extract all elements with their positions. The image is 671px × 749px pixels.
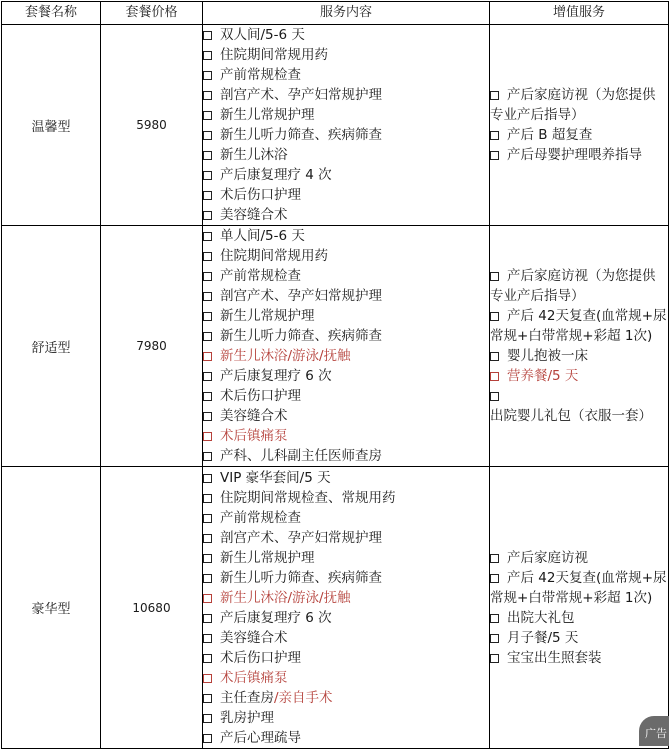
service-item-text: 主任查房	[220, 689, 274, 706]
value-added-item	[490, 608, 668, 628]
value-added-item	[490, 548, 668, 568]
checkbox-icon	[203, 71, 212, 80]
value-added-item-text: 产后家庭访视（为您提供专业产后指导）	[490, 87, 656, 123]
checkbox-icon	[490, 91, 499, 100]
service-item-text: 新生儿沐浴	[220, 147, 288, 163]
value-added-item	[490, 266, 668, 306]
checkbox-icon	[203, 91, 212, 100]
checkbox-icon	[203, 494, 212, 503]
value-added-item	[490, 125, 668, 145]
value-added-item-text: 产后 42天复查(血常规+尿常规+白带常规+彩超 1次)	[490, 308, 667, 344]
package-row	[2, 25, 669, 226]
service-item-text: 新生儿听力筛查、疾病筛查	[220, 569, 382, 586]
service-item-text: 乳房护理	[220, 709, 274, 726]
checkbox-icon	[203, 332, 212, 341]
service-item	[203, 226, 489, 246]
checkbox-icon	[203, 232, 212, 241]
checkbox-icon	[203, 211, 212, 220]
checkbox-icon	[203, 574, 212, 583]
service-item	[203, 346, 489, 366]
header-name: 套餐名称	[2, 2, 101, 25]
service-item-text: 住院期间常规检查、常规用药	[220, 489, 396, 506]
service-item-text: 产前常规检查	[220, 268, 301, 284]
service-item-text: 美容缝合术	[220, 408, 288, 424]
value-added-item	[490, 386, 668, 426]
checkbox-icon	[203, 372, 212, 381]
service-item-text: 住院期间常规用药	[220, 248, 328, 264]
service-item	[203, 45, 489, 65]
value-added-item-text: 宝宝出生照套装	[507, 649, 602, 666]
checkbox-icon	[490, 654, 499, 663]
value-added-item	[490, 628, 668, 648]
value-added-cell	[490, 25, 669, 226]
package-row	[2, 467, 669, 749]
service-item-text: 美容缝合术	[220, 207, 288, 223]
checkbox-icon	[490, 272, 499, 281]
checkbox-icon	[490, 554, 499, 563]
service-item-text: 新生儿听力筛查、疾病筛查	[220, 127, 382, 143]
service-item-text: 新生儿常规护理	[220, 107, 315, 123]
checkbox-icon	[203, 734, 212, 743]
package-name: 温馨型	[2, 25, 101, 226]
service-item-highlight-text: /亲自手术	[274, 689, 333, 706]
service-item	[203, 366, 489, 386]
checkbox-icon	[490, 312, 499, 321]
checkbox-icon	[203, 452, 212, 461]
service-item-text: 新生儿沐浴/游泳/抚触	[220, 589, 351, 606]
service-item	[203, 205, 489, 225]
checkbox-icon	[490, 634, 499, 643]
checkbox-icon	[490, 352, 499, 361]
checkbox-icon	[203, 352, 212, 361]
value-added-item-text: 营养餐/5 天	[507, 368, 579, 384]
checkbox-icon	[203, 392, 212, 401]
service-item	[203, 406, 489, 426]
package-name: 豪华型	[2, 467, 101, 749]
service-item	[203, 125, 489, 145]
service-item	[203, 708, 489, 728]
checkbox-icon	[203, 412, 212, 421]
ad-badge[interactable]: 广告	[639, 716, 669, 746]
service-item	[203, 386, 489, 406]
value-added-item-text: 产后家庭访视	[507, 549, 588, 566]
services-cell	[203, 226, 490, 467]
service-item	[203, 65, 489, 85]
checkbox-icon	[203, 272, 212, 281]
service-item-text: 新生儿常规护理	[220, 308, 315, 324]
service-item-text: 剖宫产术、孕产妇常规护理	[220, 87, 382, 103]
checkbox-icon	[490, 392, 499, 401]
checkbox-icon	[203, 151, 212, 160]
service-item	[203, 688, 489, 708]
checkbox-icon	[490, 372, 499, 381]
services-list	[203, 25, 489, 225]
checkbox-icon	[203, 111, 212, 120]
service-item-text: 术后伤口护理	[220, 187, 301, 203]
value-added-item-text: 月子餐/5 天	[507, 629, 579, 646]
package-price: 5980	[101, 25, 203, 226]
service-item-text: 产后心理疏导	[220, 729, 301, 746]
value-added-list	[490, 548, 668, 668]
service-item	[203, 488, 489, 508]
service-item	[203, 648, 489, 668]
checkbox-icon	[203, 594, 212, 603]
value-added-item	[490, 306, 668, 346]
checkbox-icon	[203, 292, 212, 301]
service-item	[203, 246, 489, 266]
value-added-item-text: 产后 B 超复查	[507, 127, 593, 143]
checkbox-icon	[203, 534, 212, 543]
checkbox-icon	[203, 634, 212, 643]
value-added-item-text: 产后家庭访视（为您提供专业产后指导）	[490, 268, 656, 304]
value-added-list	[490, 85, 668, 165]
service-item-text: 术后伤口护理	[220, 388, 301, 404]
value-added-item	[490, 568, 668, 608]
checkbox-icon	[203, 674, 212, 683]
package-row	[2, 226, 669, 467]
checkbox-icon	[490, 151, 499, 160]
checkbox-icon	[490, 131, 499, 140]
value-added-item	[490, 648, 668, 668]
service-item-text: 术后伤口护理	[220, 649, 301, 666]
value-added-item	[490, 145, 668, 165]
service-item	[203, 628, 489, 648]
checkbox-icon	[203, 614, 212, 623]
service-item-text: 住院期间常规用药	[220, 47, 328, 63]
value-added-item	[490, 85, 668, 125]
value-added-item-text: 产后 42天复查(血常规+尿常规+白带常规+彩超 1次)	[490, 569, 667, 606]
service-item-text: 产科、儿科副主任医师查房	[220, 448, 382, 464]
service-item-text: 产后康复理疗 6 次	[220, 368, 332, 384]
package-price: 7980	[101, 226, 203, 467]
service-item-text: 术后镇痛泵	[220, 428, 288, 444]
checkbox-icon	[203, 252, 212, 261]
service-item	[203, 165, 489, 185]
header-price: 套餐价格	[101, 2, 203, 25]
service-item-text: 新生儿沐浴/游泳/抚触	[220, 348, 351, 364]
service-item	[203, 668, 489, 688]
services-list	[203, 468, 489, 748]
service-item	[203, 25, 489, 45]
service-item	[203, 446, 489, 466]
header-services: 服务内容	[203, 2, 490, 25]
checkbox-icon	[203, 474, 212, 483]
service-item	[203, 528, 489, 548]
service-item-text: 产前常规检查	[220, 509, 301, 526]
services-cell	[203, 467, 490, 749]
checkbox-icon	[203, 131, 212, 140]
service-item	[203, 326, 489, 346]
service-item-text: 新生儿听力筛查、疾病筛查	[220, 328, 382, 344]
value-added-cell	[490, 467, 669, 749]
service-item	[203, 548, 489, 568]
service-item-text: 术后镇痛泵	[220, 669, 288, 686]
service-item-text: 双人间/5-6 天	[220, 27, 305, 43]
service-item	[203, 608, 489, 628]
value-added-item-text: 出院婴儿礼包（衣服一套）	[490, 408, 652, 424]
checkbox-icon	[203, 191, 212, 200]
service-item	[203, 468, 489, 488]
value-added-cell	[490, 226, 669, 467]
checkbox-icon	[203, 312, 212, 321]
value-added-item	[490, 366, 668, 386]
service-item	[203, 266, 489, 286]
service-item-text: 剖宫产术、孕产妇常规护理	[220, 288, 382, 304]
service-item	[203, 728, 489, 748]
checkbox-icon	[490, 574, 499, 583]
service-item	[203, 286, 489, 306]
header-value-added: 增值服务	[490, 2, 669, 25]
package-name: 舒适型	[2, 226, 101, 467]
service-item-text: 美容缝合术	[220, 629, 288, 646]
service-item	[203, 85, 489, 105]
service-item-text: 剖宫产术、孕产妇常规护理	[220, 529, 382, 546]
value-added-item-text: 出院大礼包	[507, 609, 575, 626]
checkbox-icon	[203, 694, 212, 703]
checkbox-icon	[203, 654, 212, 663]
service-item	[203, 568, 489, 588]
checkbox-icon	[203, 51, 212, 60]
checkbox-icon	[203, 432, 212, 441]
checkbox-icon	[203, 171, 212, 180]
services-cell	[203, 25, 490, 226]
package-price: 10680	[101, 467, 203, 749]
checkbox-icon	[203, 514, 212, 523]
service-item-text: 产前常规检查	[220, 67, 301, 83]
value-added-item-text: 婴儿抱被一床	[507, 348, 588, 364]
service-item-text: 新生儿常规护理	[220, 549, 315, 566]
value-added-list	[490, 266, 668, 426]
package-table	[1, 1, 669, 749]
service-item-text: 产后康复理疗 4 次	[220, 167, 332, 183]
service-item	[203, 508, 489, 528]
checkbox-icon	[203, 31, 212, 40]
service-item	[203, 588, 489, 608]
service-item	[203, 145, 489, 165]
service-item-text: 产后康复理疗 6 次	[220, 609, 332, 626]
service-item	[203, 105, 489, 125]
header-row	[2, 2, 669, 25]
service-item	[203, 426, 489, 446]
service-item-text: VIP 豪华套间/5 天	[220, 469, 331, 486]
services-list	[203, 226, 489, 466]
service-item	[203, 185, 489, 205]
checkbox-icon	[203, 714, 212, 723]
checkbox-icon	[203, 554, 212, 563]
service-item-text: 单人间/5-6 天	[220, 228, 305, 244]
checkbox-icon	[490, 614, 499, 623]
value-added-item	[490, 346, 668, 366]
value-added-item-text: 产后母婴护理喂养指导	[507, 147, 642, 163]
service-item	[203, 306, 489, 326]
